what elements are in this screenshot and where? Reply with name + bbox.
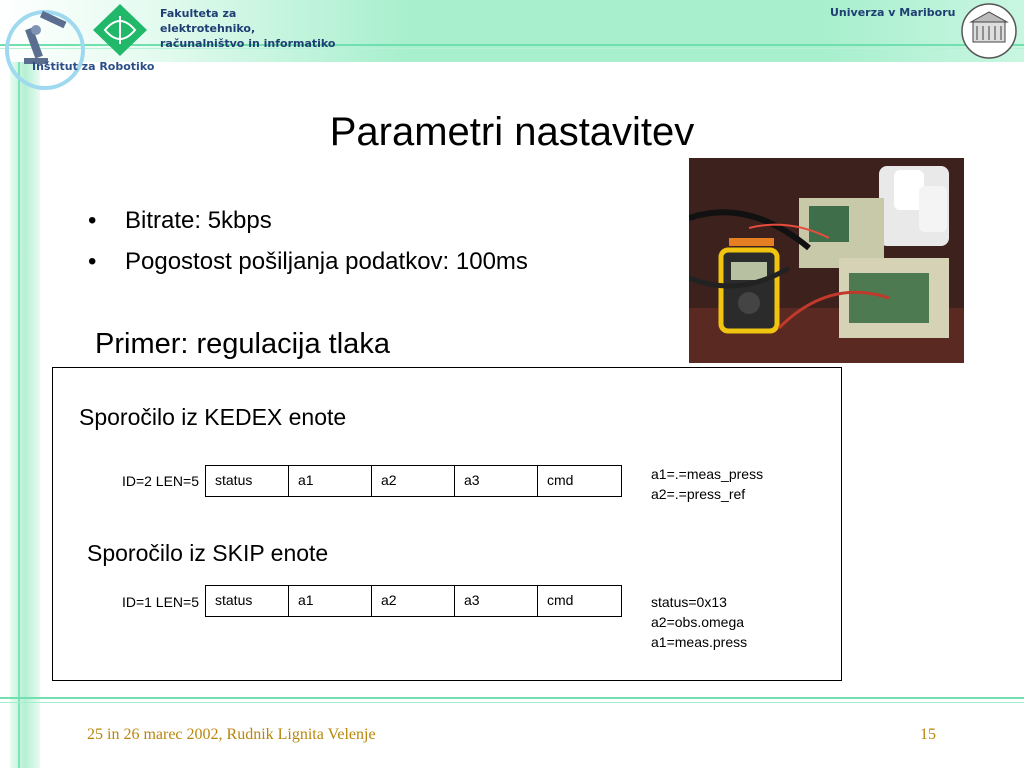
faculty-line: elektrotehniko, xyxy=(160,22,256,35)
faculty-line: računalništvo in informatiko xyxy=(160,37,336,50)
slide-title: Parametri nastavitev xyxy=(329,110,695,154)
note-line: a1=meas.press xyxy=(651,634,748,650)
message-id-label: ID=2 LEN=5 xyxy=(121,473,199,489)
bullet-item: • Bitrate: 5kbps xyxy=(88,200,528,241)
equipment-photo xyxy=(689,158,964,363)
left-decorative-line xyxy=(18,62,20,768)
message-title: Sporočilo iz KEDEX enote xyxy=(79,404,347,430)
left-decorative-bar xyxy=(10,62,40,768)
message-frame xyxy=(52,367,842,681)
message-fields xyxy=(205,585,622,617)
message-notes xyxy=(651,464,763,504)
field-cell: a2 xyxy=(372,586,455,616)
field-cell: a1 xyxy=(289,586,372,616)
page-number: 15 xyxy=(920,726,936,743)
field-cell: a3 xyxy=(455,466,538,496)
footer-event: 25 in 26 marec 2002, Rudnik Lignita Velenje xyxy=(87,726,376,743)
field-cell: cmd xyxy=(547,592,574,608)
note-line: a2=obs.omega xyxy=(651,614,745,630)
footer-divider xyxy=(0,697,1024,699)
bullet-list xyxy=(88,200,528,282)
message-fields xyxy=(205,465,622,497)
field-cell: status xyxy=(206,586,289,616)
faculty-name xyxy=(160,6,335,51)
field-cell: a3 xyxy=(455,586,538,616)
message-id-label: ID=1 LEN=5 xyxy=(121,594,199,610)
note-line: a1=.=meas_press xyxy=(651,466,764,482)
message-title: Sporočilo iz SKIP enote xyxy=(87,540,329,566)
note-line: status=0x13 xyxy=(651,594,727,610)
footer-divider xyxy=(0,702,1024,703)
field-cell: status xyxy=(206,466,289,496)
institute-logo-text: Inštitut za Robotiko xyxy=(32,60,155,73)
field-cell: a1 xyxy=(289,466,372,496)
example-title: Primer: regulacija tlaka xyxy=(95,328,390,360)
faculty-line: Fakulteta za xyxy=(160,7,237,20)
message-notes xyxy=(651,592,747,652)
field-cell: cmd xyxy=(547,472,574,488)
university-name: Univerza v Mariboru xyxy=(830,6,956,19)
field-cell: a2 xyxy=(372,466,455,496)
note-line: a2=.=press_ref xyxy=(651,486,746,502)
bullet-item: • Pogostost pošiljanja podatkov: 100ms xyxy=(88,241,528,282)
university-seal-icon xyxy=(960,0,1018,62)
faculty-logo xyxy=(85,2,155,58)
